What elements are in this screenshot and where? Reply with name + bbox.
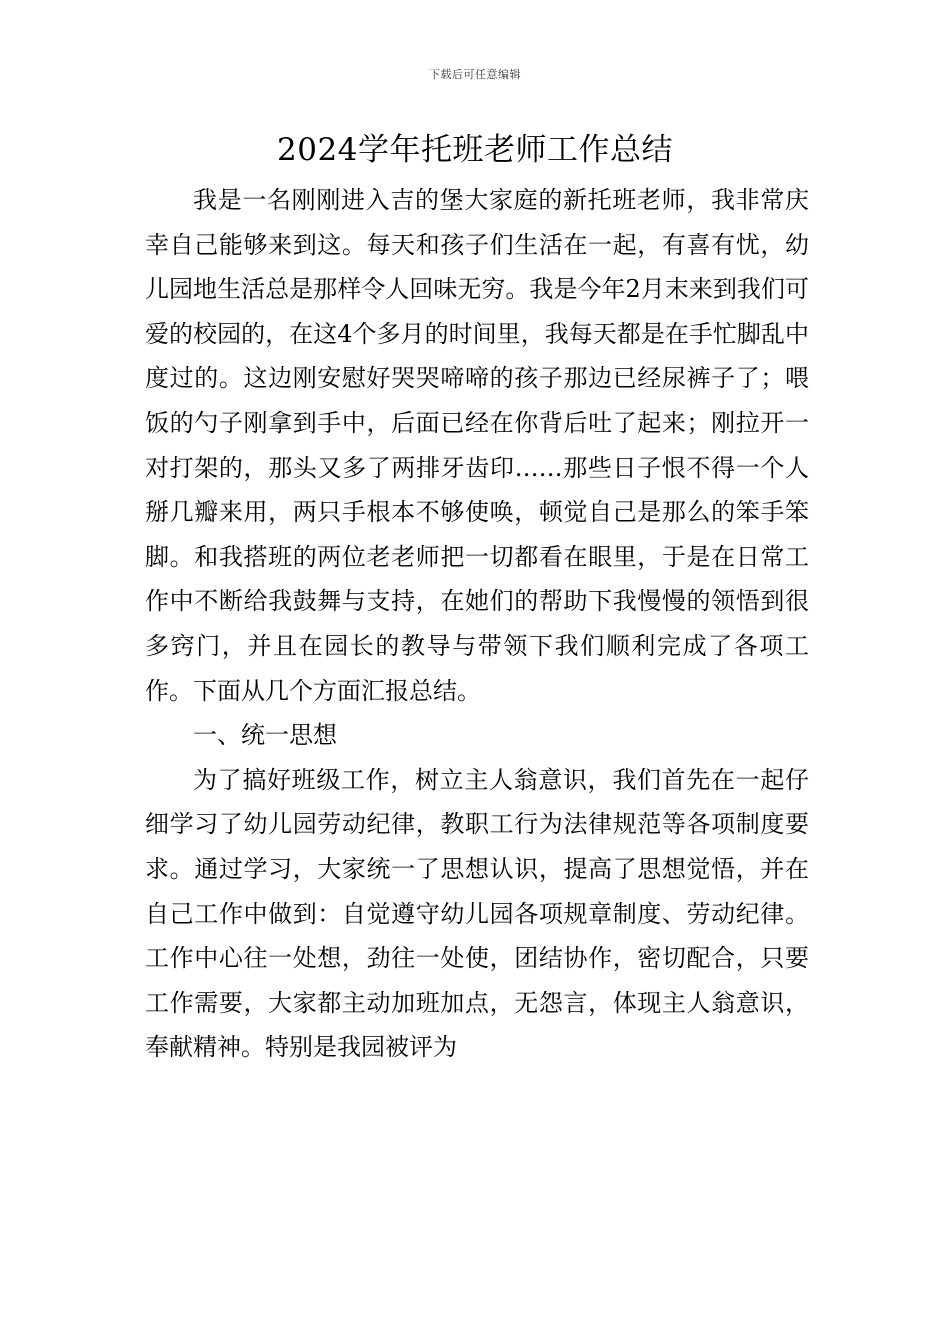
section-heading-1: 一、统一思想 [193, 721, 337, 750]
header-note: 下载后可任意编辑 [429, 68, 521, 81]
document-body [145, 178, 809, 1070]
intro-paragraph: 我是一名刚刚进入吉的堡大家庭的新托班老师，我非常庆幸自己能够来到这。每天和孩子们生活在一起，有喜有忧，幼儿园地生活总是那样令人回味无穷。我是今年2月末来到我们可爱的校园的，在这4个多月的时间里，我每天都是在手忙脚乱中度过的。这边刚安慰好哭哭啼啼的孩子那边已经尿裤子了；喂饭的勺子刚拿到手中，后面已经在你背后吐了起来；刚拉开一对打架的，那头又多了两排牙齿印……那些日子恨不得一个人掰几瓣来用，两只手根本不够使唤，顿觉自己是那么的笨手笨脚。和我搭班的两位老老师把一切都看在眼里，于是在日常工作中不断给我鼓舞与支持，在她们的帮助下我慢慢的领悟到很多窍门，并且在园长的教导与带领下我们顺利完成了各项工作。下面从几个方面汇报总结。 [145, 186, 809, 705]
section-1-paragraph: 为了搞好班级工作，树立主人翁意识，我们首先在一起仔细学习了幼儿园劳动纪律，教职工行为法律规范等各项制度要求。通过学习，大家统一了思想认识，提高了思想觉悟，并在自己工作中做到：自觉遵守幼儿园各项规章制度、劳动纪律。工作中心往一处想，劲往一处使，团结协作，密切配合，只要工作需要，大家都主动加班加点，无怨言，体现主人翁意识，奉献精神。特别是我园被评为 [145, 765, 809, 1062]
document-title: 2024学年托班老师工作总结 [277, 132, 673, 168]
